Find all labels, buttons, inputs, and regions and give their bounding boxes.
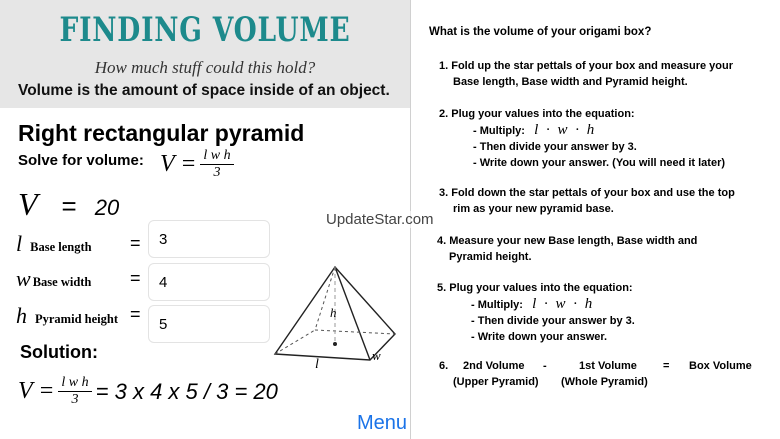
base-length-input[interactable]: 3 bbox=[148, 220, 270, 258]
whole-pyramid-label: (Whole Pyramid) bbox=[561, 376, 648, 388]
pyramid-hidden-edge bbox=[315, 330, 395, 334]
watermark: UpdateStar.com bbox=[326, 211, 434, 228]
var-equals: = bbox=[130, 268, 141, 288]
pyramid-hidden-edge bbox=[315, 267, 335, 330]
result-value: 20 bbox=[94, 195, 120, 220]
step-text: 4. Measure your new Base length, Base width and bbox=[437, 235, 698, 247]
equals-sign: = bbox=[663, 360, 670, 372]
step-text: Base length, Base width and Pyramid height. bbox=[453, 76, 688, 88]
minus-sign: - bbox=[543, 360, 547, 372]
var-row-width bbox=[16, 266, 91, 292]
pyramid-height-input[interactable]: 5 bbox=[148, 305, 270, 343]
pyramid-diagram bbox=[270, 262, 400, 370]
solve-label: Solve for volume: bbox=[18, 152, 144, 169]
pyramid-hidden-edge bbox=[275, 330, 315, 354]
solution-denominator: 3 bbox=[71, 392, 79, 407]
pyramid-front-edge bbox=[335, 267, 370, 360]
upper-pyramid-label: (Upper Pyramid) bbox=[453, 376, 539, 388]
result-var: V bbox=[18, 186, 38, 222]
pyramid-base-center bbox=[333, 342, 337, 346]
formula-denominator: 3 bbox=[213, 165, 221, 180]
instructions-panel bbox=[411, 0, 780, 439]
step-multiply bbox=[439, 122, 725, 139]
solution-label: Solution: bbox=[20, 342, 98, 362]
var-label: Base width bbox=[32, 275, 92, 289]
diagram-label-h: h bbox=[330, 305, 337, 320]
var-symbol: h bbox=[16, 303, 27, 328]
page-title: FINDING VOLUME bbox=[59, 10, 351, 50]
step-text: 2. Plug your values into the equation: bbox=[439, 108, 635, 120]
solution-calculation: = 3 x 4 x 5 / 3 = 20 bbox=[95, 378, 278, 404]
var-symbol: w bbox=[16, 266, 31, 291]
step-text: - Write down your answer. (You will need it later) bbox=[473, 157, 726, 169]
formula-var: V = bbox=[160, 151, 197, 177]
step-text: - Multiply: bbox=[473, 125, 525, 137]
base-width-input[interactable]: 4 bbox=[148, 263, 270, 301]
solution-numerator: l w h bbox=[58, 375, 91, 392]
step-text: 5. Plug your values into the equation: bbox=[437, 282, 633, 294]
shape-name: Right rectangular pyramid bbox=[18, 120, 305, 146]
step-formula: l · w · h bbox=[534, 122, 597, 138]
step-1 bbox=[439, 58, 733, 90]
step-3 bbox=[439, 185, 735, 217]
formula-fraction bbox=[200, 148, 233, 181]
var-symbol: l bbox=[16, 231, 23, 256]
page-subtitle: How much stuff could this hold? bbox=[94, 58, 316, 77]
box-volume-label: Box Volume bbox=[689, 360, 752, 372]
diagram-label-l: l bbox=[315, 357, 319, 370]
instructions-heading: What is the volume of your origami box? bbox=[429, 26, 652, 38]
solution-row bbox=[18, 375, 278, 408]
var-row-height bbox=[16, 302, 118, 329]
step-5 bbox=[437, 280, 635, 345]
first-volume-label: 1st Volume bbox=[579, 360, 637, 372]
var-equals: = bbox=[130, 304, 141, 324]
step-text: 1. Fold up the star pettals of your box and measure your bbox=[439, 60, 733, 72]
solution-var: V = bbox=[18, 378, 55, 404]
step-text: - Then divide your answer by 3. bbox=[471, 315, 635, 327]
step-4 bbox=[437, 233, 697, 265]
step-formula: l · w · h bbox=[532, 296, 595, 312]
var-label: Base length bbox=[30, 240, 92, 254]
step-text: 3. Fold down the star pettals of your box and use the top bbox=[439, 187, 735, 199]
step-text: - Write down your answer. bbox=[471, 331, 608, 343]
var-row-length bbox=[16, 228, 92, 257]
second-volume-label: 2nd Volume bbox=[463, 360, 525, 372]
volume-formula bbox=[160, 148, 234, 181]
step-text: - Multiply: bbox=[471, 299, 523, 311]
result-row bbox=[18, 186, 119, 223]
step-text: Pyramid height. bbox=[449, 251, 532, 263]
step-number: 6. bbox=[439, 360, 449, 372]
result-equals: = bbox=[61, 191, 77, 221]
menu-button[interactable]: Menu bbox=[357, 412, 408, 434]
step-2 bbox=[439, 106, 725, 171]
step-text: - Then divide your answer by 3. bbox=[473, 141, 637, 153]
var-label: Pyramid height bbox=[35, 312, 118, 326]
step-text: rim as your new pyramid base. bbox=[453, 203, 614, 215]
volume-definition: Volume is the amount of space inside of an object. bbox=[18, 82, 390, 99]
formula-numerator: l w h bbox=[200, 148, 233, 165]
step-multiply bbox=[437, 296, 635, 313]
diagram-label-w: w bbox=[372, 348, 381, 363]
var-equals: = bbox=[130, 233, 141, 253]
solution-fraction bbox=[58, 375, 91, 408]
